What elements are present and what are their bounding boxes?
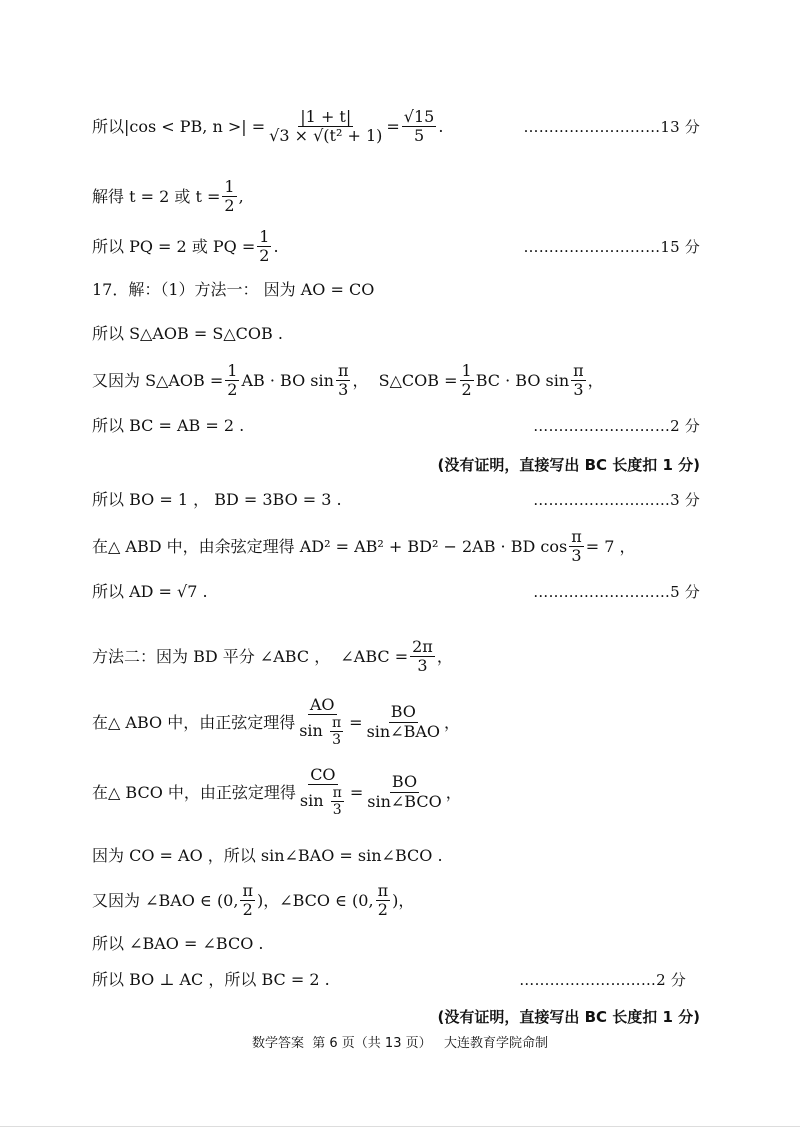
text: 解得 t = 2 或 t = [92, 187, 221, 207]
fraction [402, 108, 437, 146]
fraction [571, 362, 586, 400]
text: )，∠BCO ∈ (0, [256, 891, 374, 911]
numerator: π [573, 361, 584, 380]
numerator: 1 [259, 227, 270, 246]
math-expression [92, 108, 443, 146]
numerator: π [242, 881, 253, 900]
numerator: π [331, 715, 342, 732]
deduction-note: (没有证明，直接写出 BC 长度扣 1 分) [437, 456, 700, 474]
line-bo-bd [92, 490, 700, 509]
score-marker: ………………………2 分 [533, 416, 700, 435]
numerator: π [571, 527, 582, 546]
text: 所以 BO = 1 ， BD = 3BO = 3 . [92, 490, 342, 509]
page-bottom-edge [0, 1126, 800, 1127]
deduction-note: (没有证明，直接写出 BC 长度扣 1 分) [437, 1008, 700, 1026]
line-problem-17 [92, 280, 700, 299]
numerator: 1 [227, 361, 238, 380]
denominator: sin∠BAO [366, 721, 441, 741]
denominator [297, 715, 347, 748]
line-method-two [92, 638, 700, 676]
math-expression [92, 766, 462, 819]
text: 又因为 ∠BAO ∈ (0, [92, 891, 239, 911]
math-expression [92, 528, 635, 566]
line-cos-angle [92, 108, 700, 146]
fraction [460, 362, 474, 400]
text: = 7 ， [585, 537, 636, 557]
text: . [438, 117, 444, 137]
math-expression [92, 882, 414, 920]
text: = [349, 712, 363, 732]
sin-text: sin [299, 721, 323, 741]
text: 在△ ABD 中，由余弦定理得 AD² = AB² + BD² − 2AB · BD cos [92, 537, 568, 557]
text: 所以 PQ = 2 或 PQ = [92, 237, 256, 257]
line-solve-t [92, 178, 700, 216]
fraction [297, 696, 347, 749]
line-pq [92, 228, 700, 266]
fraction [267, 108, 384, 146]
fraction [298, 766, 348, 819]
numerator: π [377, 881, 389, 900]
text: 在△ ABO 中，由正弦定理得 [92, 712, 296, 732]
numerator: π [337, 361, 349, 380]
sin-text: sin [299, 791, 324, 811]
text: ， [444, 712, 461, 732]
denominator: 2 [377, 900, 388, 920]
numerator: 1 [224, 177, 235, 196]
text: 在△ BCO 中，由正弦定理得 [92, 782, 296, 802]
text: . [273, 237, 279, 257]
score-marker: ………………………2 分 [519, 970, 686, 989]
fraction [336, 362, 351, 400]
text: )， [392, 891, 415, 911]
numerator: AO [309, 695, 335, 714]
numerator: 2π [412, 637, 433, 656]
text: 因为 CO = AO ，所以 sin∠BAO = sin∠BCO . [92, 846, 443, 865]
numerator: 1 [461, 361, 472, 380]
line-bo-perp-ac [92, 970, 700, 989]
text: 所以 AD = √7 . [92, 582, 208, 601]
text: 17．解：（1）方法一： 因为 AO = CO [92, 280, 375, 299]
text: 所以|cos < PB, n >| = [92, 117, 266, 137]
denominator: 2 [224, 196, 235, 216]
text: = [386, 117, 400, 137]
text: AB · BO sin [241, 371, 334, 391]
denominator: 3 [571, 546, 582, 566]
denominator: 2 [259, 246, 270, 266]
text: 所以 ∠BAO = ∠BCO . [92, 934, 264, 953]
denominator: sin∠BCO [367, 791, 442, 811]
line-area-equal [92, 324, 700, 343]
denominator: 3 [417, 656, 428, 676]
text: , [238, 187, 244, 207]
text: 所以 BC = AB = 2 . [92, 416, 245, 435]
fraction [222, 178, 236, 216]
text: BC · BO sin [475, 371, 570, 391]
denominator: 2 [227, 380, 238, 400]
fraction [225, 362, 239, 400]
line-sine-law-bco [92, 766, 700, 819]
line-sin-equal [92, 846, 700, 865]
fraction [365, 703, 442, 741]
text: 又因为 S△AOB = [92, 371, 224, 391]
score-marker: ………………………15 分 [523, 237, 700, 256]
fraction [365, 773, 443, 811]
math-expression [92, 228, 279, 266]
denominator: 2 [461, 380, 472, 400]
text: 方法二：因为 BD 平分 ∠ABC ， ∠ABC = [92, 647, 409, 667]
denominator: 3 [573, 380, 584, 400]
fraction [331, 785, 344, 818]
numerator: CO [310, 765, 336, 784]
math-expression [92, 696, 460, 749]
score-marker: ………………………13 分 [523, 117, 700, 136]
text: 所以 S△AOB = S△COB . [92, 324, 283, 343]
text: = [349, 782, 364, 802]
denominator: 5 [413, 126, 425, 146]
fraction [376, 882, 391, 920]
line-angle-range [92, 882, 700, 920]
numerator: |1 + t| [300, 107, 352, 126]
numerator: BO [390, 702, 416, 722]
numerator: BO [391, 772, 418, 792]
line-sine-law-abo [92, 696, 700, 749]
fraction [330, 715, 343, 748]
denominator [298, 785, 348, 818]
fraction [410, 638, 435, 676]
text: ， [587, 371, 604, 391]
line-area-formulas [92, 362, 700, 400]
math-expression [92, 178, 244, 216]
text: ， S△COB = [352, 371, 458, 391]
fraction [569, 528, 584, 566]
fraction [257, 228, 271, 266]
line-ad [92, 582, 700, 601]
math-expression [92, 638, 453, 676]
denominator: 2 [242, 900, 253, 920]
denominator: 3 [332, 802, 342, 819]
line-angles-equal [92, 934, 700, 953]
math-expression [92, 362, 604, 400]
score-marker: ………………………5 分 [533, 582, 700, 601]
numerator: π [332, 785, 342, 802]
denominator: 3 [338, 380, 349, 400]
line-cosine-law [92, 528, 700, 566]
text: ， [436, 647, 453, 667]
fraction [240, 882, 255, 920]
score-marker: ………………………3 分 [533, 490, 700, 509]
line-bc-ab [92, 416, 700, 435]
denominator: √3 × √(t² + 1) [269, 126, 383, 146]
text: ， [445, 782, 462, 802]
page-footer: 数学答案 第 6 页（共 13 页） 大连教育学院命制 [251, 1036, 548, 1051]
numerator: √15 [403, 107, 435, 126]
denominator: 3 [332, 732, 342, 749]
text: 所以 BO ⊥ AC ，所以 BC = 2 . [92, 970, 330, 989]
